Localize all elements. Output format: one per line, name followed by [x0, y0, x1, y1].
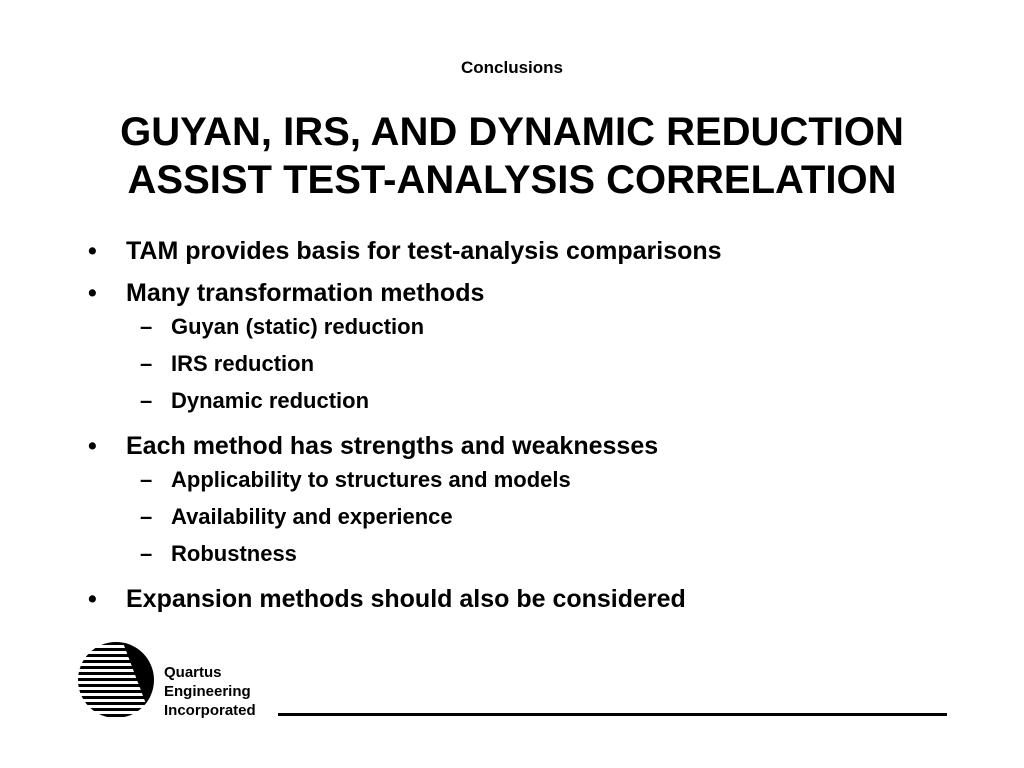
sub-bullet-item: [88, 498, 968, 535]
bullet-item: [88, 576, 968, 618]
sub-bullet-item: [88, 345, 968, 382]
company-line-3: Incorporated: [164, 702, 256, 719]
sub-bullet-marker: –: [140, 467, 153, 492]
bullet-list: [88, 228, 968, 618]
bullet-item: [88, 423, 968, 576]
footer-rule: [278, 713, 947, 716]
bullet-text: TAM provides basis for test-analysis comparisons: [126, 237, 722, 265]
slide-title-line-2: ASSIST TEST-ANALYSIS CORRELATION: [127, 158, 897, 202]
company-line-2: Engineering: [164, 683, 251, 700]
sub-bullet-marker: –: [140, 541, 153, 566]
company-name: [164, 663, 256, 720]
bullet-item: [88, 228, 968, 270]
bullet-marker: •: [88, 279, 97, 307]
slide-title-line-1: GUYAN, IRS, AND DYNAMIC REDUCTION: [120, 110, 904, 154]
sub-bullet-text: Robustness: [171, 541, 297, 566]
slide-kicker: Conclusions: [460, 58, 563, 77]
sub-bullet-text: Availability and experience: [171, 504, 453, 529]
sub-bullet-item: [88, 461, 968, 498]
sub-bullet-text: Dynamic reduction: [171, 388, 370, 413]
sub-bullet-list: [88, 461, 968, 572]
sub-bullet-item: [88, 535, 968, 572]
bullet-text: Each method has strengths and weaknesses: [126, 432, 659, 460]
sub-bullet-marker: –: [140, 388, 153, 413]
slide-title: [0, 108, 1024, 204]
sub-bullet-marker: –: [140, 351, 153, 376]
sub-bullet-marker: –: [140, 314, 153, 339]
bullet-marker: •: [88, 237, 97, 265]
sub-bullet-marker: –: [140, 504, 153, 529]
bullet-marker: •: [88, 585, 97, 613]
sub-bullet-text: Applicability to structures and models: [171, 467, 571, 492]
company-line-1: Quartus: [164, 664, 222, 681]
sub-bullet-item: [88, 382, 968, 419]
bullet-text: Many transformation methods: [126, 279, 485, 307]
bullet-text: Expansion methods should also be considered: [126, 585, 686, 613]
sub-bullet-text: IRS reduction: [171, 351, 315, 376]
bullet-item: [88, 270, 968, 423]
sub-bullet-list: [88, 308, 968, 419]
bullet-marker: •: [88, 432, 97, 460]
sub-bullet-item: [88, 308, 968, 345]
sub-bullet-text: Guyan (static) reduction: [171, 314, 425, 339]
quartus-logo-icon: [76, 640, 156, 720]
